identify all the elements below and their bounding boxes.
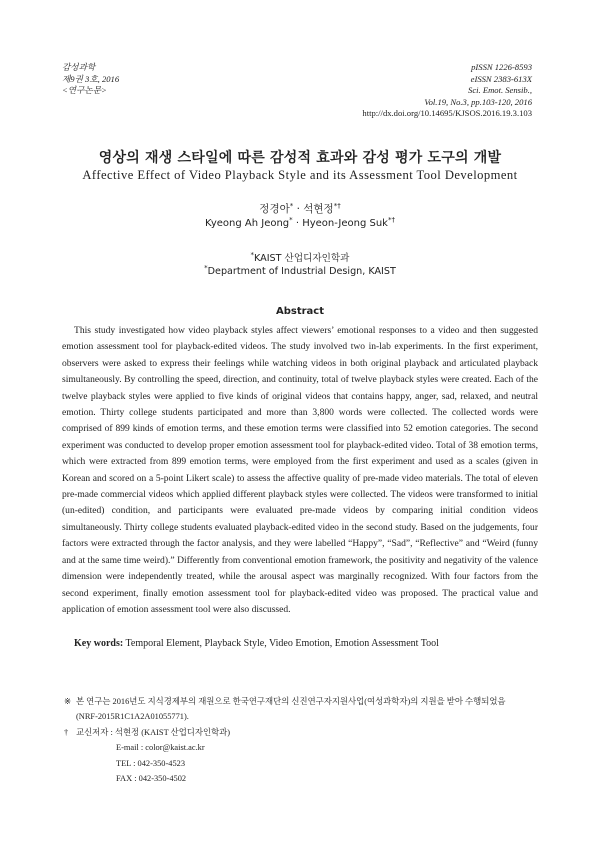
- corresponding-author-footnote: [64, 725, 544, 740]
- affiliation-text: Department of Industrial Design, KAIST: [207, 266, 396, 277]
- abstract-heading: Abstract: [275, 306, 325, 317]
- author-2-mark: *†: [387, 216, 395, 224]
- footnotes: [64, 694, 544, 786]
- author-2-name: 석현정: [303, 203, 334, 215]
- author-1-name: Kyeong Ah Jeong: [205, 218, 290, 229]
- corresponding-author-text: 교신저자 : 석현정 (KAIST 산업디자인학과): [76, 727, 231, 737]
- contact-email[interactable]: E-mail : color@kaist.ac.kr: [116, 743, 205, 753]
- dagger-mark: †: [64, 727, 69, 737]
- contact-tel: TEL : 042-350-4523: [116, 758, 186, 768]
- keywords: [74, 638, 544, 649]
- funding-mark: ※: [64, 697, 72, 706]
- contact-fax: FAX : 042-350-4502: [116, 774, 187, 784]
- journal-abbrev: Sci. Emot. Sensib.,: [468, 85, 532, 95]
- affiliation-mark: *: [204, 264, 208, 272]
- volume-pages: Vol.19, No.3, pp.103-120, 2016: [424, 96, 532, 107]
- funding-grant-number: (NRF-2015R1C1A2A01055771).: [76, 712, 189, 722]
- eissn: eISSN 2383-613X: [470, 73, 532, 84]
- pissn: pISSN 1226-8593: [471, 62, 532, 72]
- author-1-mark: *: [289, 216, 293, 224]
- affiliation-mark: *: [250, 251, 255, 259]
- authors-korean: [0, 201, 600, 216]
- affiliation-english: [0, 266, 600, 277]
- journal-name-ko: 감성과학: [62, 62, 96, 72]
- journal-header-left: [62, 62, 119, 97]
- author-separator: ·: [292, 218, 303, 229]
- author-1-mark: *: [289, 202, 294, 210]
- keywords-text: Temporal Element, Playback Style, Video Emotion, Emotion Assessment Tool: [125, 638, 439, 649]
- title-english: Affective Effect of Video Playback Style and its Assessment Tool Development: [82, 168, 518, 182]
- author-2-mark: *†: [333, 202, 341, 210]
- funding-footnote: [64, 694, 544, 709]
- author-separator: ·: [293, 203, 304, 215]
- doi-link[interactable]: http://dx.doi.org/10.14695/KJSOS.2016.19.3.103: [362, 108, 532, 118]
- journal-header-right: [362, 62, 532, 120]
- abstract-body: This study investigated how video playback styles affect viewers’ emotional responses to a video and then suggested emotion assessment tool for playback-edited videos. The study involved two in-lab experiments. In the first experiment, observers were asked to express their feelings while watching videos in both original playback and articulated playback simultaneously. By controlling the speed, direction, and continuity, total of twelve playback styles were created. Each of the twelve playback styles were applied to five kinds of original videos that contains happy, anger, sad, relaxed, and neutral emotion. Thirty college students participated and more than 3,800 words were collected. The collected words were comprised of 899 kinds of emotion terms, and these emotion terms were classified into 52 emotion categories. The second experiment was conducted to develop proper emotion assessment tool for playback-edited video. Total of 38 emotion terms, which were extracted from 899 emotion terms, were employed from the first experiment and used as a scales (given in Korean and scored on a 5-point Likert scale) to assess the affective quality of pre-made video materials. The total of eleven pre-made commercial videos which applied different playback styles were collected. The videos were transformed to initial (un-edited) condition, and participants were evaluated pre-made videos by comparing initial condition videos simultaneously. Thirty college students evaluated playback-edited video in the second study. Based on the judgements, four factors were extracted through the factor analysis, and they were labelled “Happy”, “Sad”, “Reflective” and “Weird (funny and at the same time weird).” Differently from conventional emotion framework, the positivity and negativity of the valence dimension were independently treated, while the arousal aspect was marginally recognized. With four factors from the second experiment, finally emotion assessment tool for playback-edited video was proposed. The practical value and application of emotion assessment tool were also discussed.: [62, 325, 538, 615]
- journal-volume-ko: 제9권 3호, 2016: [62, 73, 120, 84]
- author-1-name: 정경아: [259, 203, 290, 215]
- affiliation-korean: [0, 250, 600, 264]
- author-2-name: Hyeon-Jeong Suk: [302, 218, 388, 229]
- article-type: <연구논문>: [62, 85, 107, 95]
- title-korean: 영상의 재생 스타일에 따른 감성적 효과와 감성 평가 도구의 개발: [98, 150, 502, 166]
- affiliation-text: KAIST 산업디자인학과: [254, 253, 350, 264]
- funding-text: 본 연구는 2016년도 지식경제부의 재원으로 한국연구재단의 신진연구자지원사업(여성과학자)의 지원을 받아 수행되었음: [76, 697, 506, 706]
- keywords-label: Key words:: [74, 638, 124, 649]
- authors-english: [0, 218, 600, 229]
